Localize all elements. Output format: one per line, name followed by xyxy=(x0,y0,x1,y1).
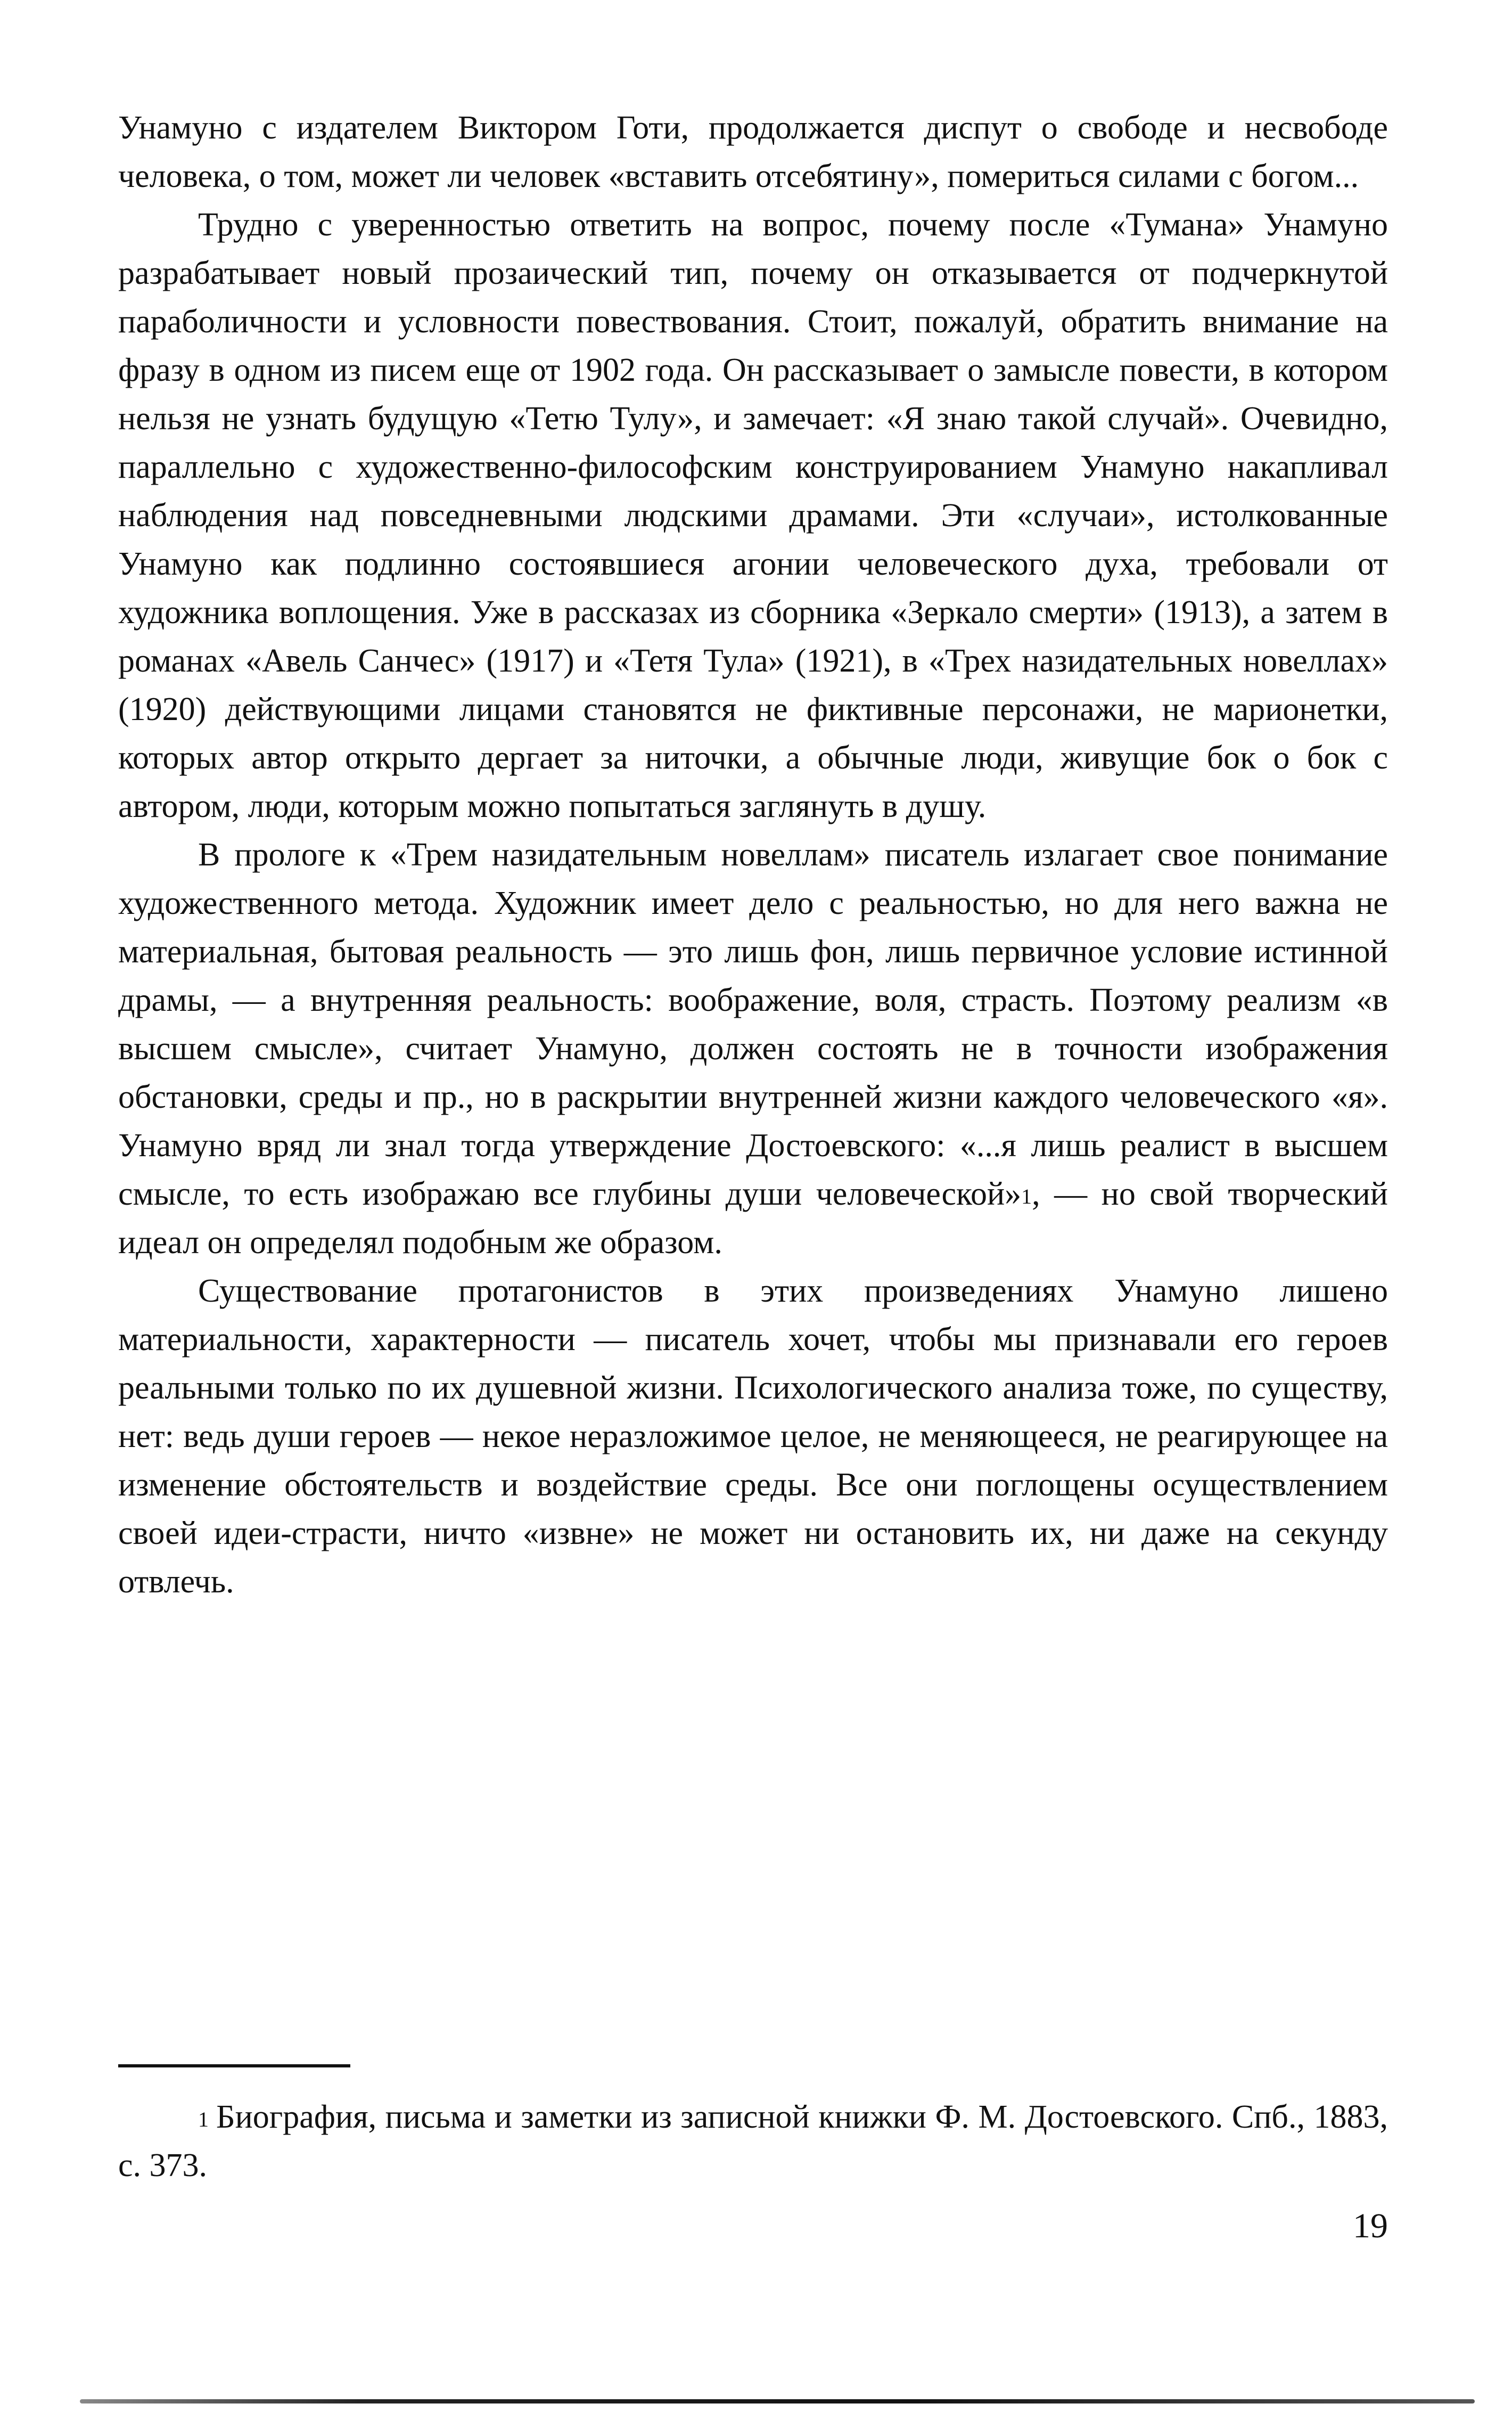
paragraph-4: Существование протагонистов в этих произведениях Унамуно лишено материальности, характерности — писатель хочет, чтобы мы признавали его героев реальными только по их душевной жизни. Психологического анализа тоже, по существу, нет: ведь души героев — некое неразложимое целое, не меняющееся, не реагирующее на изменение обстоятельств и воздействие среды. Все они поглощены осуществлением своей идеи-страсти, ничто «извне» не может ни остановить их, ни даже на секунду отвлечь. xyxy=(118,1273,1388,1600)
paragraph-2: Трудно с уверенностью ответить на вопрос, почему после «Тумана» Унамуно разрабатывает новый прозаический тип, почему он отказывается от подчеркнутой параболичности и условности повествования. Стоит, пожалуй, обратить внимание на фразу в одном из писем еще от 1902 года. Он рассказывает о замысле повести, в котором нельзя не узнать будущую «Тетю Тулу», и замечает: «Я знаю такой случай». Очевидно, параллельно с художественно-философским конструированием Унамуно накапливал наблюдения над повседневными людскими драмами. Эти «случаи», истолкованные Унамуно как подлинно состоявшиеся агонии человеческого духа, требовали от художника воплощения. Уже в рассказах из сборника «Зеркало смерти» (1913), а затем в романах «Авель Санчес» (1917) и «Тетя Тула» (1921), в «Трех назидательных новеллах» (1920) действующими лицами становятся не фиктивные персонажи, не марионетки, которых автор открыто дергает за ниточки, а обычные люди, живущие бок о бок с автором, люди, которым можно попытаться заглянуть в душу. xyxy=(118,207,1388,824)
paragraph-3-text: В прологе к «Трем назидательным новеллам» писатель излагает свое понимание художественного метода. Художник имеет дело с реальностью, но для него важна не материальная, бытовая реальность — это лишь фон, лишь первичное условие истинной драмы, — а внутренняя реальность: воображение, воля, страсть. Поэтому реализм «в высшем смысле», считает Унамуно, должен состоять не в точности изображения обстановки, среды и пр., но в раскрытии внутренней жизни каждого человеческого «я». Унамуно вряд ли знал тогда утверждение Достоевского: «...я лишь реалист в высшем смысле, то есть изображаю все глубины души человеческой» xyxy=(118,837,1388,1212)
footnote xyxy=(118,2093,1388,2190)
footnote-marker: 1 xyxy=(198,2107,209,2131)
paragraph-3 xyxy=(118,831,1388,1267)
footnote-text: Биография, письма и заметки из записной книжки Ф. М. Достоевского. Спб., 1883, с. 373. xyxy=(118,2099,1388,2184)
page-number: 19 xyxy=(1353,2206,1388,2245)
paragraph-1: Унамуно с издателем Виктором Готи, продолжается диспут о свободе и несвободе человека, о том, может ли человек «вставить отсебятину», помериться силами с богом... xyxy=(118,110,1388,194)
paragraph-3-tail: , — но свой творческий идеал он определял подобным же образом. xyxy=(118,1176,1388,1261)
body-text xyxy=(118,104,1388,1606)
page-edge-shadow xyxy=(80,2399,1475,2403)
footnote-reference: 1 xyxy=(1021,1184,1032,1208)
footnote-divider xyxy=(118,2064,350,2067)
